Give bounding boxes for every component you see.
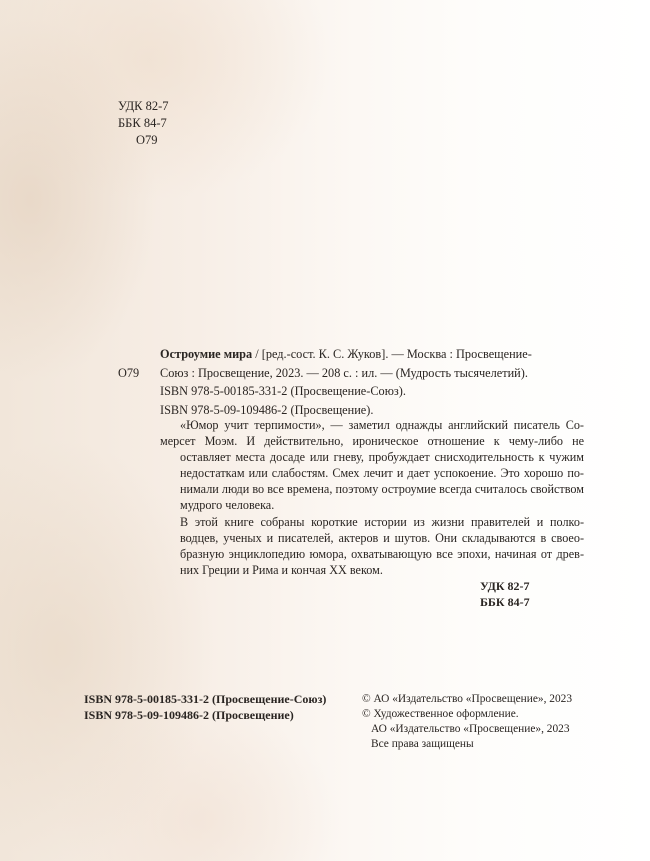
biblio-author-mark: О79 (118, 365, 140, 380)
annotation-line: недостаткам или слабостям. Смех лечит и дает успокоение. Это хорошо по- (180, 466, 584, 481)
biblio-line1-rest: / [ред.-сост. К. С. Жуков]. — Москва : Просвещение- (252, 347, 532, 361)
annotation-line: бразную энциклопедию юмора, охватывающую все эпохи, начиная от древ- (180, 546, 584, 561)
isbn-1: ISBN 978-5-00185-331-2 (Просвещение-Союз) (84, 692, 327, 706)
book-title: Остроумие мира (160, 347, 253, 361)
annotation-line: водцев, ученых и писателей, актеров и шутов. Они складываются в своео- (180, 530, 584, 545)
annotation-line: оставляет места досаде или гневу, пробуждает снисходительность к чужим (180, 450, 584, 465)
bibliographic-record (118, 345, 532, 419)
biblio-line2-text: Союз : Просвещение, 2023. — 208 с. : ил. — (Мудрость тысячелетий). (160, 365, 528, 380)
copyright-line-1: © АО «Издательство «Просвещение», 2023 (362, 693, 573, 705)
bbk-code-bold: ББК 84-7 (480, 595, 530, 609)
udk-code: УДК 82-7 (118, 99, 169, 113)
copyright-block (362, 692, 572, 752)
classification-codes-top (118, 98, 169, 149)
isbn-text: ISBN 978-5-00185-331-2 (Просвещение-Союз). (160, 384, 406, 398)
copyright-line-4: Все права защищены (371, 738, 474, 750)
annotation-paragraph-1 (160, 417, 584, 514)
copyright-line-2: © Художественное оформление. (362, 708, 519, 720)
bbk-code: ББК 84-7 (118, 116, 167, 130)
annotation-line: них Греции и Рима и кончая XX веком. (180, 562, 383, 577)
annotation-line: мерсет Моэм. И действительно, ироническое отношение к чему-либо не (160, 434, 584, 449)
copyright-line-3: АО «Издательство «Просвещение», 2023 (371, 723, 570, 735)
annotation-line: «Юмор учит терпимости», — заметил однажды английский писатель Со- (180, 418, 584, 432)
udk-code-bold: УДК 82-7 (480, 579, 530, 593)
author-mark: О79 (136, 133, 158, 147)
biblio-isbn-1 (118, 382, 532, 401)
annotation (160, 417, 584, 578)
isbn-text: ISBN 978-5-09-109486-2 (Просвещение). (160, 402, 374, 417)
classification-codes-bottom (480, 578, 530, 610)
isbn-block (84, 692, 326, 723)
annotation-line: нимали люди во все времена, поэтому остроумие всегда считалось свойством (180, 482, 584, 497)
biblio-line-2 (118, 364, 532, 383)
biblio-line-1 (118, 345, 532, 364)
annotation-line: В этой книге собраны короткие истории из жизни правителей и полко- (180, 514, 584, 529)
annotation-paragraph-2 (160, 514, 584, 578)
annotation-line: мудрого человека. (180, 498, 275, 513)
isbn-2: ISBN 978-5-09-109486-2 (Просвещение) (84, 707, 294, 722)
